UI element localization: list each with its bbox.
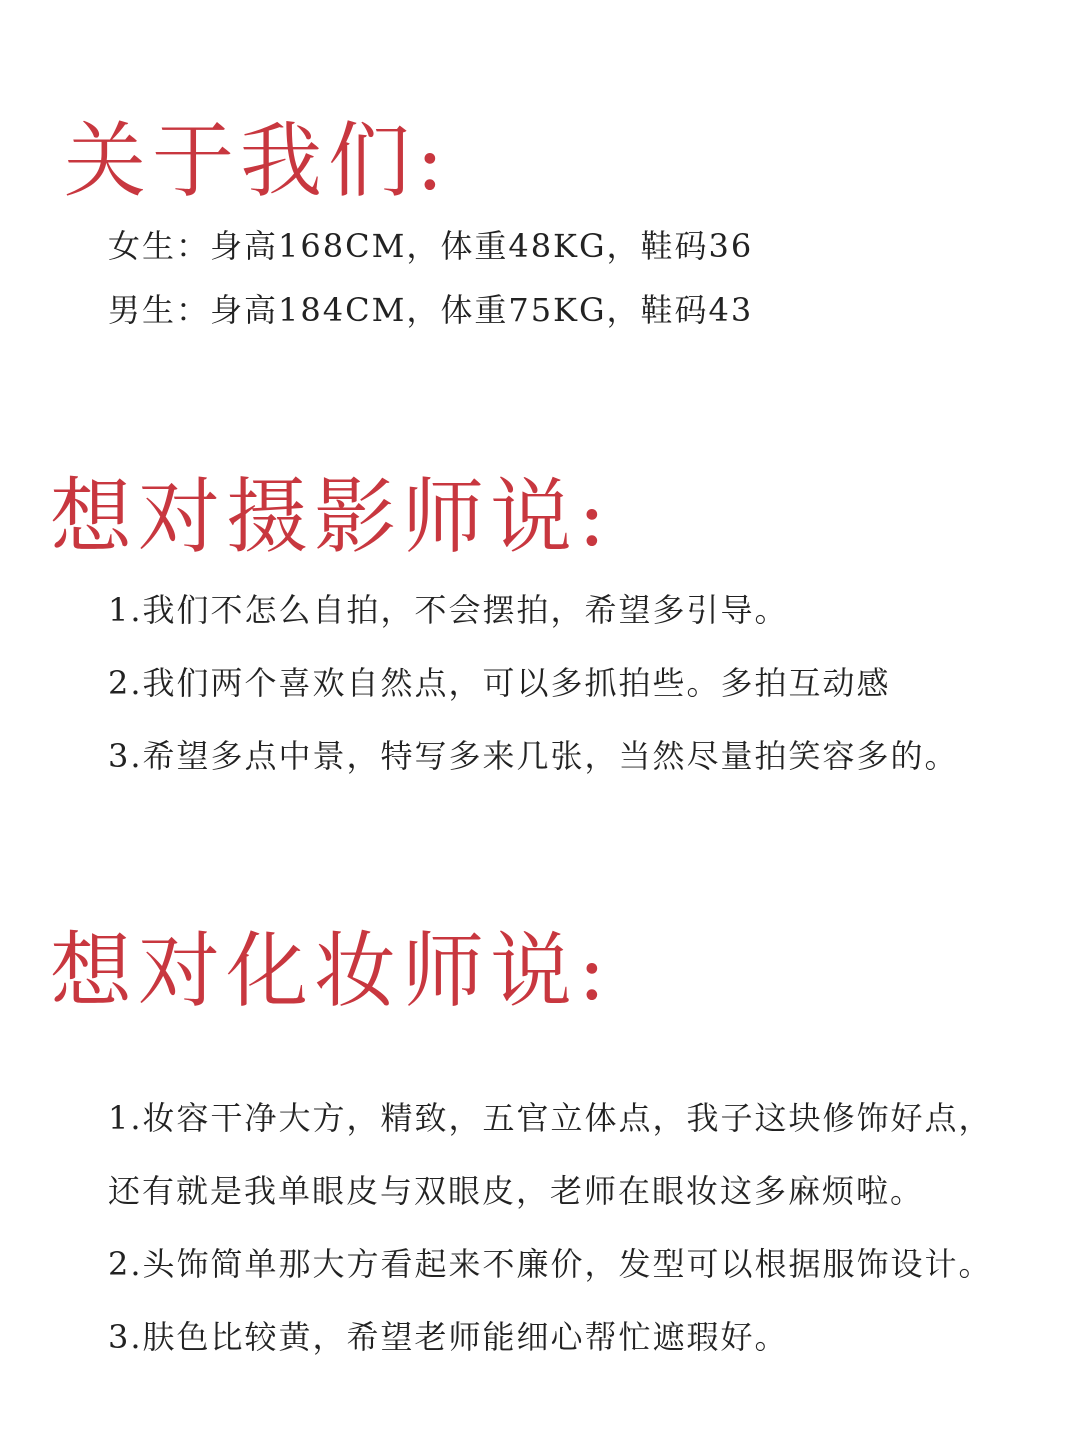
about-female-line: 女生：身高168CM，体重48KG，鞋码36	[108, 227, 754, 265]
makeup-line-1: 1.妆容干净大方，精致，五官立体点，我子这块修饰好点，	[108, 1099, 993, 1137]
makeup-line-3: 2.头饰简单那大方看起来不廉价，发型可以根据服饰设计。	[108, 1245, 993, 1283]
photographer-line-2: 2.我们两个喜欢自然点，可以多抓拍些。多拍互动感	[108, 664, 891, 702]
about-heading: 关于我们:	[64, 114, 450, 209]
makeup-line-2: 还有就是我单眼皮与双眼皮，老师在眼妆这多麻烦啦。	[108, 1172, 925, 1210]
makeup-heading: 想对化妆师说:	[50, 924, 612, 1019]
photographer-line-3: 3.希望多点中景，特写多来几张，当然尽量拍笑容多的。	[108, 737, 959, 775]
photographer-line-1: 1.我们不怎么自拍，不会摆拍，希望多引导。	[108, 591, 789, 629]
about-male-line: 男生：身高184CM，体重75KG，鞋码43	[108, 291, 754, 329]
photographer-heading: 想对摄影师说:	[50, 470, 612, 565]
makeup-line-4: 3.肤色比较黄，希望老师能细心帮忙遮瑕好。	[108, 1318, 789, 1356]
